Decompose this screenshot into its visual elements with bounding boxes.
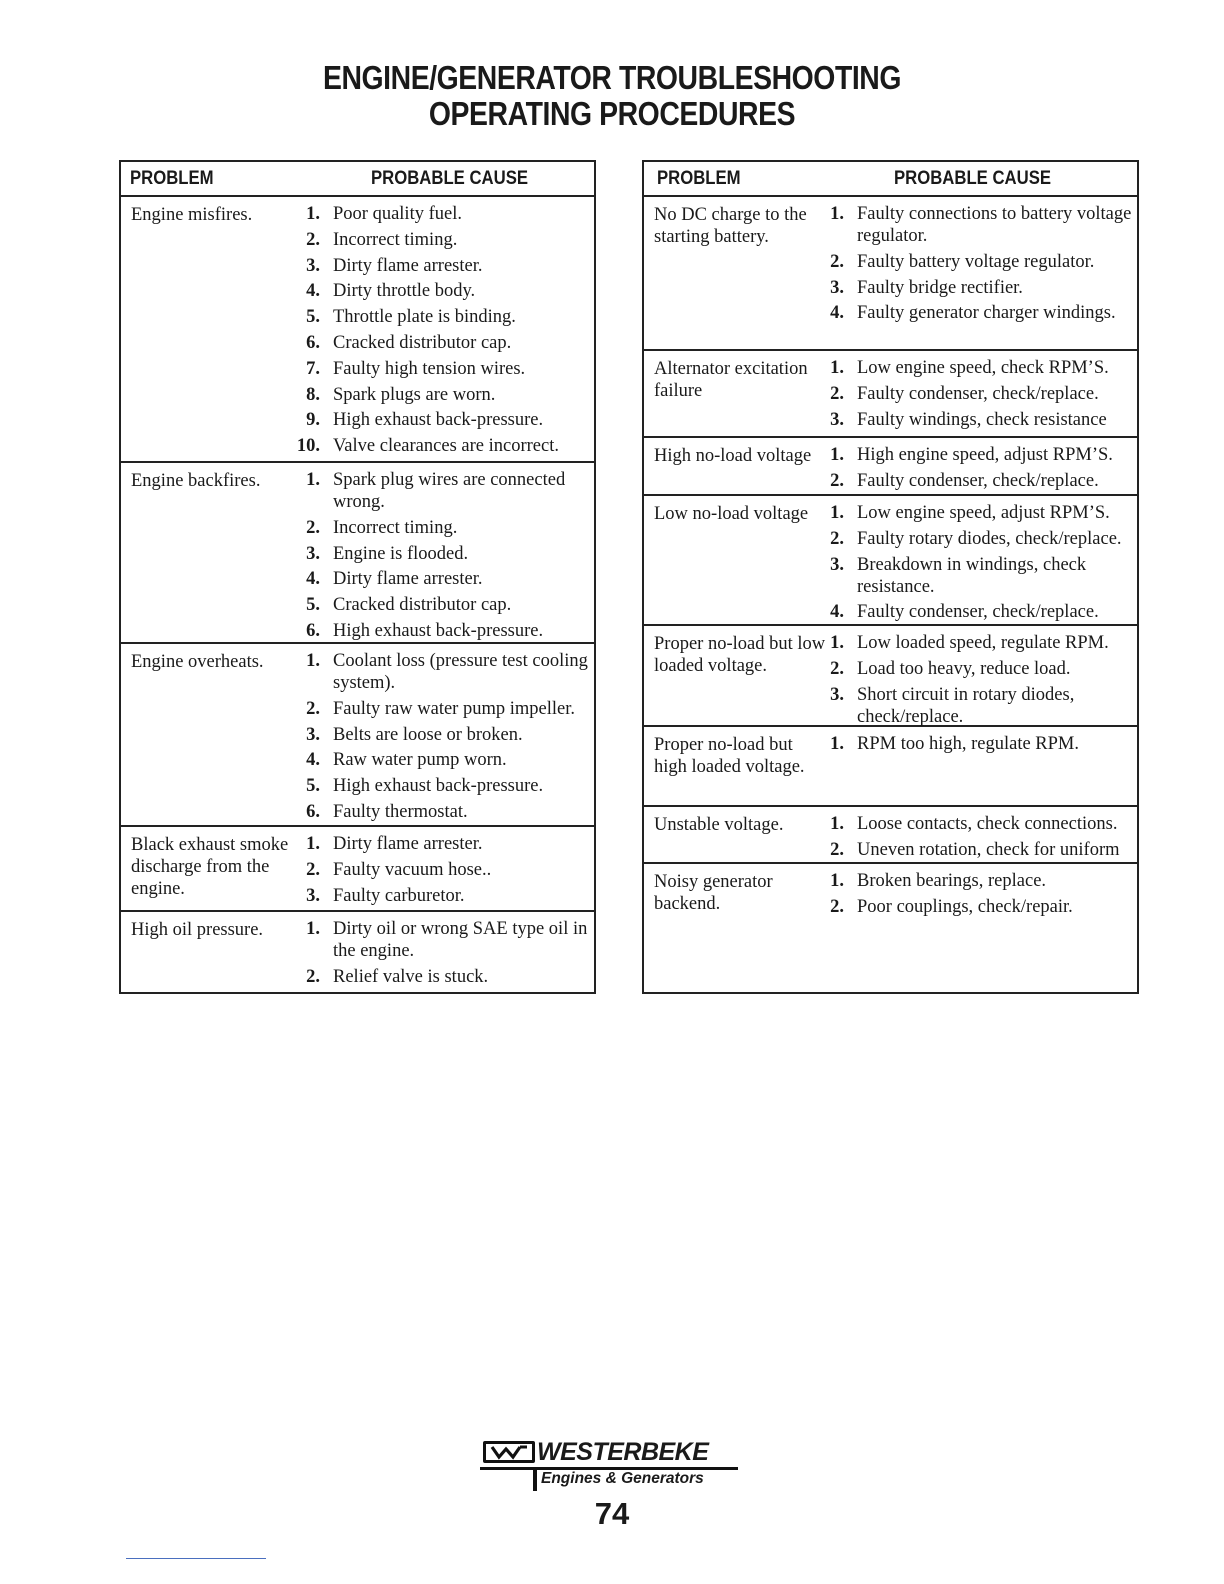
cause-item: 4. Raw water pump worn. — [306, 750, 507, 771]
cause-item: 1. Loose contacts, check connections. — [830, 814, 1118, 834]
problem-text: High oil pressure. — [131, 920, 264, 940]
cause-item: 6. High exhaust back-pressure. — [306, 620, 544, 641]
cause-item: 3. Faulty bridge rectifier. — [830, 277, 1023, 298]
logo-stem — [533, 1467, 537, 1491]
cause-item: 2. Load too heavy, reduce load. — [830, 658, 1071, 679]
cause-list — [824, 870, 1134, 922]
problem-text: Low no-load voltage — [654, 504, 809, 524]
cause-item: 8. Spark plugs are worn. — [306, 384, 496, 405]
cause-item: 2. Incorrect timing. — [306, 517, 458, 538]
table-row — [121, 912, 594, 994]
title-line-2: OPERATING PROCEDURES — [428, 95, 796, 132]
table-row — [644, 496, 1137, 626]
cause-item: 2. Faulty battery voltage regulator. — [830, 251, 1095, 272]
w-mark-icon — [483, 1441, 535, 1463]
cause-list — [824, 502, 1134, 627]
problem-text: Engine backfires. — [131, 471, 261, 491]
cause-item: 9. High exhaust back-pressure. — [306, 410, 544, 431]
page-title — [0, 60, 1224, 132]
cause-list — [824, 632, 1134, 731]
header-probable-cause: PROBABLE CAUSE — [894, 168, 1051, 189]
cause-item: 2. Faulty vacuum hose.. — [306, 859, 492, 880]
cause-item: 3. Breakdown in windings, check resistance. — [830, 554, 1087, 597]
left-troubleshooting-table — [119, 160, 596, 994]
cause-item: 5. Cracked distributor cap. — [306, 595, 512, 616]
cause-item: 1. Poor quality fuel. — [306, 204, 462, 224]
cause-item: 2. Incorrect timing. — [306, 229, 458, 250]
cause-item: 3. Short circuit in rotary diodes, check/replace. — [830, 684, 1075, 727]
cause-item: 2. Uneven rotation, check for uniform — [830, 839, 1120, 860]
cause-item: 5. High exhaust back-pressure. — [306, 776, 544, 797]
cause-item: 1. Dirty flame arrester. — [306, 834, 483, 854]
cause-item: 1. Low loaded speed, regulate RPM. — [830, 633, 1109, 653]
header-probable-cause: PROBABLE CAUSE — [371, 168, 528, 189]
cause-item: 4. Faulty generator charger windings. — [830, 303, 1116, 324]
westerbeke-logo — [480, 1438, 740, 1496]
cause-item: 3. Dirty flame arrester. — [306, 255, 483, 276]
table-row — [644, 626, 1137, 727]
table-row — [644, 864, 1137, 992]
cause-item: 1. Spark plug wires are connected wrong. — [306, 470, 566, 512]
brand-name: WESTERBEKE — [537, 1438, 709, 1466]
problem-text: High no-load voltage — [654, 446, 812, 466]
cause-item: 1. Low engine speed, check RPM’S. — [830, 358, 1109, 378]
cause-item: 5. Throttle plate is binding. — [306, 307, 516, 328]
cause-item: 2. Poor couplings, check/repair. — [830, 896, 1073, 917]
cause-item: 1. Faulty connections to battery voltage regulator. — [830, 204, 1132, 246]
cause-item: 3. Faulty windings, check resistance — [830, 409, 1107, 430]
problem-text: Unstable voltage. — [654, 815, 784, 835]
cause-item: 1. High engine speed, adjust RPM’S. — [830, 445, 1113, 465]
table-header — [644, 162, 1137, 197]
cause-list — [824, 733, 1134, 759]
cause-item: 4. Dirty flame arrester. — [306, 569, 483, 590]
cause-list — [824, 203, 1134, 328]
problem-text: Proper no-load but high loaded voltage. — [654, 735, 805, 777]
cause-list — [824, 357, 1134, 434]
table-row — [121, 197, 594, 463]
cause-item: 2. Faulty rotary diodes, check/replace. — [830, 528, 1122, 549]
cause-list — [293, 469, 593, 646]
cause-item: 2. Faulty condenser, check/replace. — [830, 383, 1099, 404]
cause-item: 2. Relief valve is stuck. — [306, 966, 489, 987]
cause-item: 1. Coolant loss (pressure test cooling system). — [306, 651, 588, 693]
cause-list — [293, 833, 593, 910]
problem-text: Noisy generator backend. — [654, 872, 773, 914]
cause-item: 4. Dirty throttle body. — [306, 281, 476, 302]
cause-item: 1. Dirty oil or wrong SAE type oil in the engine. — [306, 919, 588, 961]
table-row — [121, 463, 594, 644]
page-number: 74 — [594, 1496, 630, 1531]
table-row — [644, 807, 1137, 864]
header-problem: PROBLEM — [130, 168, 214, 189]
cause-item: 4. Faulty condenser, check/replace. — [830, 602, 1099, 623]
problem-text: Engine misfires. — [131, 205, 253, 225]
table-row — [644, 727, 1137, 807]
right-troubleshooting-table — [642, 160, 1139, 994]
cause-item: 7. Faulty high tension wires. — [306, 358, 526, 379]
cause-item: 6. Cracked distributor cap. — [306, 332, 512, 353]
table-row — [121, 644, 594, 827]
problem-text: Alternator excitation failure — [654, 359, 808, 401]
header-problem: PROBLEM — [657, 168, 741, 189]
brand-tagline: Engines & Generators — [541, 1470, 704, 1487]
table-row — [644, 197, 1137, 351]
table-header — [121, 162, 594, 197]
table-row — [121, 827, 594, 912]
problem-text: Proper no-load but low loaded voltage. — [654, 634, 826, 676]
problem-text: No DC charge to the starting battery. — [654, 205, 807, 247]
problem-text: Engine overheats. — [131, 652, 264, 672]
cause-item: 3. Belts are loose or broken. — [306, 724, 523, 745]
cause-item: 6. Faulty thermostat. — [306, 801, 468, 822]
cause-item: 3. Engine is flooded. — [306, 543, 469, 564]
cause-item: 1. Broken bearings, replace. — [830, 871, 1047, 891]
cause-item: 1. RPM too high, regulate RPM. — [830, 734, 1080, 754]
cause-list — [293, 650, 593, 827]
cause-list — [293, 918, 593, 992]
table-row — [644, 351, 1137, 438]
problem-text: Black exhaust smoke discharge from the engine. — [131, 835, 289, 899]
cause-list — [293, 203, 593, 461]
cause-list — [824, 444, 1134, 496]
cause-item: 10. Valve clearances are incorrect. — [296, 436, 559, 457]
cause-item: 2. Faulty condenser, check/replace. — [830, 470, 1099, 491]
title-line-1: ENGINE/GENERATOR TROUBLESHOOTING — [322, 59, 902, 96]
cause-item: 2. Faulty raw water pump impeller. — [306, 698, 575, 719]
cause-item: 1. Low engine speed, adjust RPM’S. — [830, 503, 1110, 523]
footer-divider — [126, 1558, 266, 1559]
cause-item: 3. Faulty carburetor. — [306, 885, 465, 906]
table-row — [644, 438, 1137, 496]
cause-list — [824, 813, 1134, 865]
